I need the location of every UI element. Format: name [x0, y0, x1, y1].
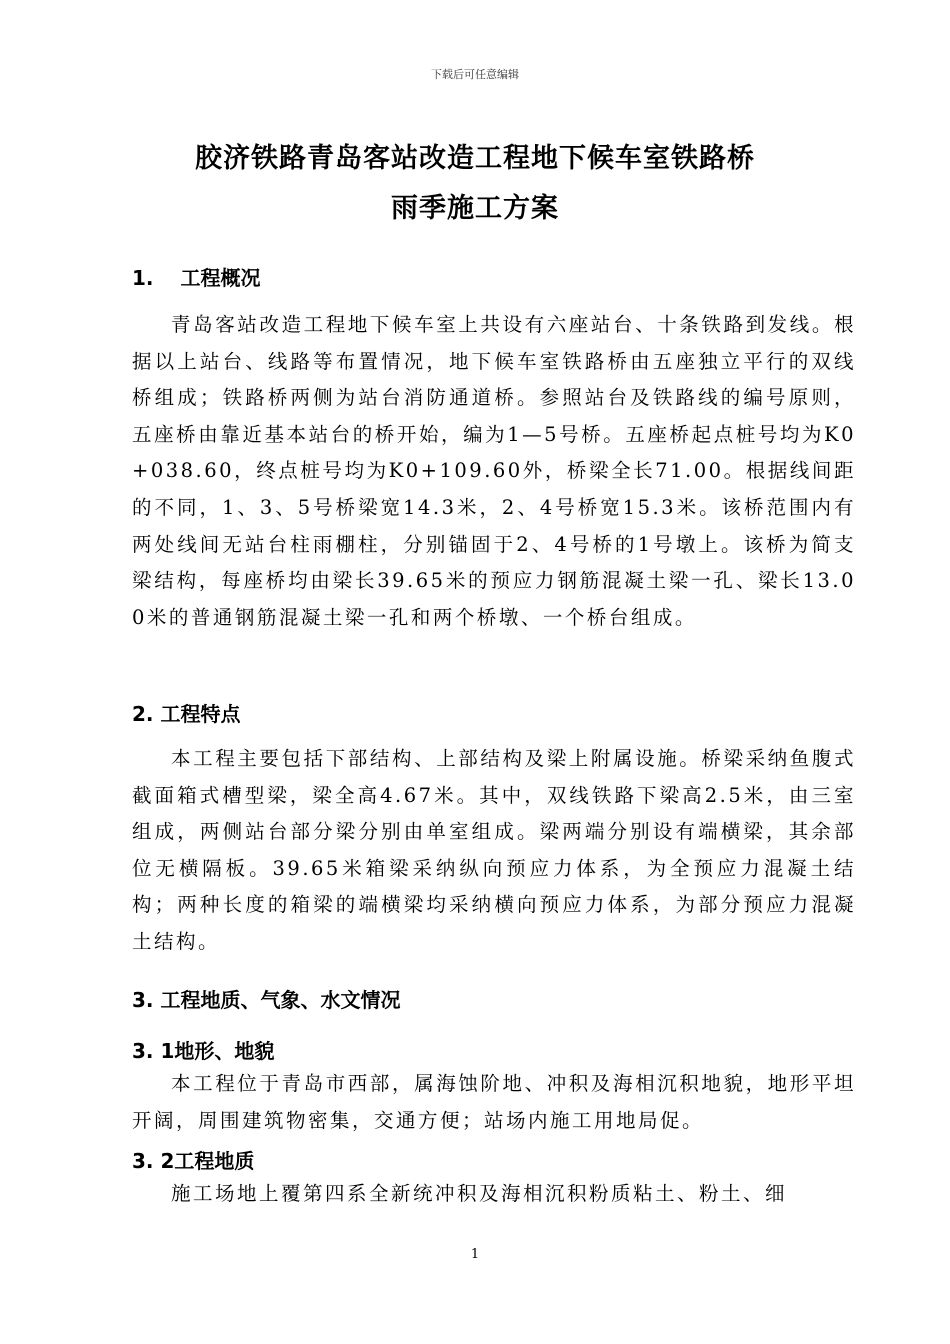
section-3-heading: 3. 工程地质、气象、水文情况: [132, 988, 401, 1012]
section-3-2-paragraph: 施工场地上覆第四系全新统冲积及海相沉积粉质粘土、粉土、细: [171, 1182, 788, 1205]
section-3-1-paragraph: 本工程位于青岛市西部，属海蚀阶地、冲积及海相沉积地貌，地形平坦开阔，周围建筑物密集，交通方便；站场内施工用地局促。: [132, 1072, 856, 1132]
section-2-heading: 2. 工程特点: [132, 702, 241, 726]
page-number: 1: [470, 1247, 480, 1262]
section-3-2-heading: 3. 2工程地质: [132, 1149, 255, 1173]
header-note: 下载后可任意编辑: [431, 68, 519, 81]
section-3-1-heading: 3. 1地形、地貌: [132, 1039, 275, 1063]
document-title-line-1: 胶济铁路青岛客站改造工程地下候车室铁路桥: [195, 143, 755, 174]
section-1-paragraph: 青岛客站改造工程地下候车室上共设有六座站台、十条铁路到发线。根据以上站台、线路等布置情况，地下候车室铁路桥由五座独立平行的双线桥组成；铁路桥两侧为站台消防通道桥。参照站台及铁路线的编号原则，五座桥由靠近基本站台的桥开始，编为1—5号桥。五座桥起点桩号均为K0+038.60，终点桩号均为K0+109.60外，桥梁全长71.00。根据线间距的不同，1、3、5号桥梁宽14.3米，2、4号桥宽15.3米。该桥范围内有两处线间无站台柱雨棚柱，分别锚固于2、4号桥的1号墩上。该桥为简支梁结构，每座桥均由梁长39.65米的预应力钢筋混凝土梁一孔、梁长13.00米的普通钢筋混凝土梁一孔和两个桥墩、一个桥台组成。: [132, 313, 856, 629]
document-title-line-2: 雨季施工方案: [391, 193, 559, 224]
section-2-paragraph: 本工程主要包括下部结构、上部结构及梁上附属设施。桥梁采纳鱼腹式截面箱式槽型梁，梁全高4.67米。其中，双线铁路下梁高2.5米，由三室组成，两侧站台部分梁分别由单室组成。梁两端分别设有端横梁，其余部位无横隔板。39.65米箱梁采纳纵向预应力体系，为全预应力混凝土结构；两种长度的箱梁的端横梁均采纳横向预应力体系，为部分预应力混凝土结构。: [132, 747, 856, 953]
section-1-heading: 1. 工程概况: [132, 266, 261, 290]
